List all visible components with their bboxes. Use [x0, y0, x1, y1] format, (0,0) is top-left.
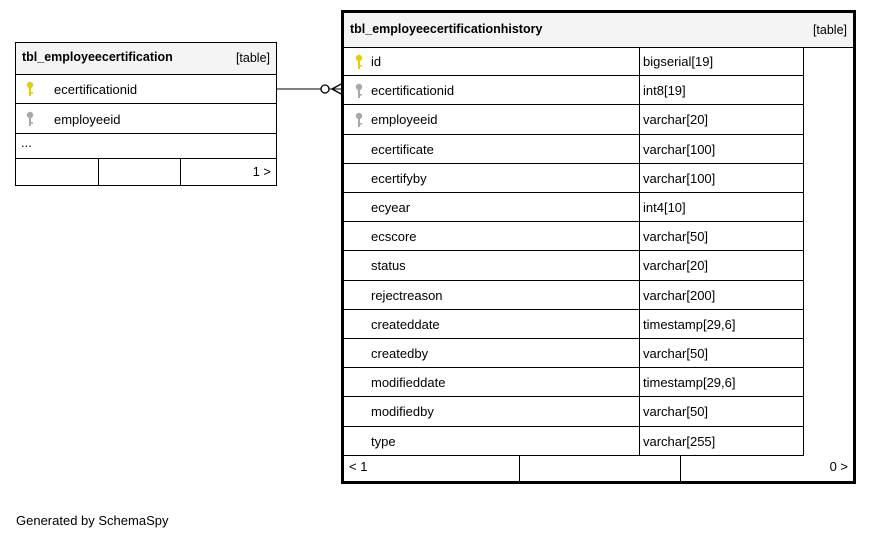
- table-kind: [table]: [812, 23, 847, 37]
- column-name: rejectreason: [371, 287, 443, 303]
- children-count[interactable]: 1 >: [252, 164, 271, 179]
- column-row-createddate[interactable]: [344, 310, 803, 339]
- children-count[interactable]: 0 >: [829, 459, 848, 474]
- table-header[interactable]: [344, 13, 853, 48]
- column-name: modifieddate: [371, 375, 446, 391]
- column-row-id[interactable]: [344, 47, 803, 76]
- more-columns-row: [16, 133, 276, 159]
- column-type: timestamp[29,6]: [643, 375, 736, 391]
- column-name: status: [371, 258, 406, 274]
- column-name: ecertificationid: [54, 82, 138, 97]
- table-footer: [344, 455, 853, 481]
- column-row-ecyear[interactable]: [344, 193, 803, 222]
- column-name: createddate: [371, 316, 440, 332]
- column-type: varchar[100]: [643, 170, 716, 186]
- column-type: varchar[20]: [643, 112, 709, 128]
- column-row-status[interactable]: [344, 251, 803, 280]
- column-type: int4[10]: [643, 200, 686, 215]
- primary-key-icon: [355, 54, 363, 73]
- column-row-ecertificationid[interactable]: [344, 76, 803, 105]
- table-name[interactable]: tbl_employeecertification: [22, 50, 173, 64]
- column-name: employeeid: [54, 112, 121, 127]
- column-row-modifiedby[interactable]: [344, 397, 803, 426]
- primary-key-icon: [26, 81, 34, 100]
- column-type: varchar[50]: [643, 229, 709, 245]
- column-row-modifieddate[interactable]: [344, 368, 803, 397]
- table-footer: [16, 159, 276, 185]
- column-name: ecertificationid: [371, 83, 455, 99]
- column-row-ecertificationid[interactable]: [16, 74, 276, 104]
- column-type: varchar[200]: [643, 287, 716, 303]
- column-name: id: [371, 54, 382, 69]
- table-name[interactable]: tbl_employeecertificationhistory: [350, 22, 543, 36]
- column-row-ecscore[interactable]: [344, 222, 803, 251]
- foreign-key-icon: [26, 111, 34, 130]
- column-type: bigserial[19]: [643, 54, 714, 69]
- column-name: createdby: [371, 346, 429, 361]
- column-name: ecscore: [371, 229, 417, 245]
- table-tbl-employeecertification[interactable]: [15, 42, 277, 186]
- column-name: type: [371, 433, 396, 449]
- column-row-ecertifyby[interactable]: [344, 164, 803, 193]
- foreign-key-icon: [355, 112, 363, 131]
- column-type: varchar[50]: [643, 404, 709, 420]
- column-type: int8[19]: [643, 83, 686, 99]
- column-row-employeeid[interactable]: [16, 104, 276, 134]
- column-row-type[interactable]: [344, 427, 803, 456]
- column-name: ecyear: [371, 200, 411, 215]
- column-name: ecertificate: [371, 141, 434, 157]
- column-name: ecertifyby: [371, 170, 427, 186]
- more-columns: ...: [21, 135, 32, 150]
- table-tbl-employeecertificationhistory[interactable]: [341, 10, 856, 484]
- column-name: employeeid: [371, 112, 438, 128]
- generated-by-credit: Generated by SchemaSpy: [16, 513, 169, 528]
- column-row-ecertificate[interactable]: [344, 135, 803, 164]
- table-header[interactable]: [16, 43, 276, 75]
- column-type: varchar[255]: [643, 433, 716, 449]
- optional-circle-icon: [321, 85, 329, 93]
- foreign-key-icon: [355, 83, 363, 102]
- column-row-employeeid[interactable]: [344, 105, 803, 134]
- column-row-createdby[interactable]: [344, 339, 803, 368]
- table-kind: [table]: [235, 51, 270, 65]
- parents-count[interactable]: < 1: [349, 459, 368, 474]
- column-type: varchar[50]: [643, 346, 709, 361]
- column-type: varchar[20]: [643, 258, 709, 274]
- column-type: timestamp[29,6]: [643, 316, 736, 332]
- column-row-rejectreason[interactable]: [344, 281, 803, 310]
- column-name: modifiedby: [371, 404, 434, 420]
- column-type: varchar[100]: [643, 141, 716, 157]
